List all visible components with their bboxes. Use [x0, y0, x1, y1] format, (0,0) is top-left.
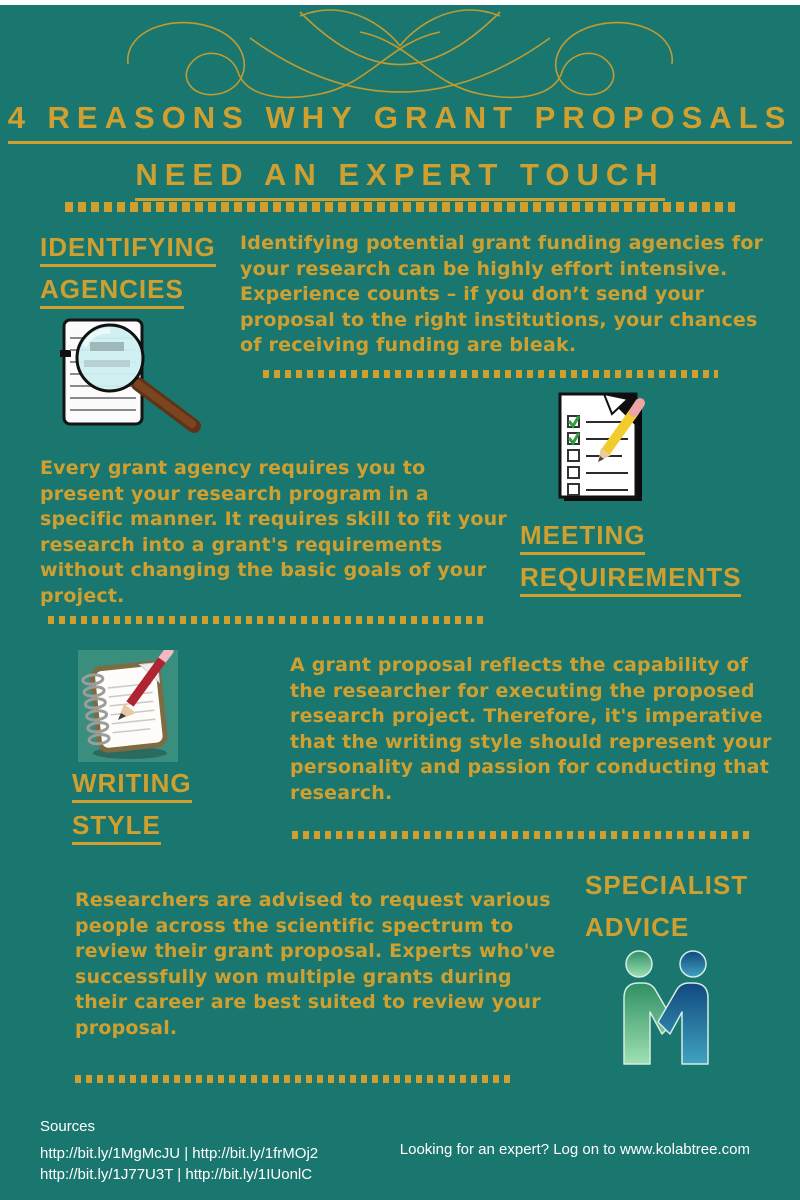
- source-url-line: http://bit.ly/1MgMcJU | http://bit.ly/1frMOj2: [40, 1145, 319, 1162]
- section-heading-specialist-advice: [585, 872, 748, 956]
- dotted-divider: [48, 616, 488, 624]
- section-heading-writing-style: [72, 770, 192, 854]
- dotted-divider: [75, 1075, 515, 1083]
- section-heading-meeting-requirements: [520, 522, 741, 606]
- heading-line: WRITING: [72, 770, 192, 803]
- footer-cta: Looking for an expert? Log on to www.kolabtree.com: [399, 1141, 750, 1158]
- section-heading-identifying-agencies: [40, 234, 216, 318]
- dotted-divider: [292, 831, 750, 839]
- heading-line: REQUIREMENTS: [520, 564, 741, 597]
- title-line-1: 4 REASONS WHY GRANT PROPOSALS: [8, 101, 793, 144]
- heading-line: SPECIALIST: [585, 870, 749, 900]
- section-body-specialist-advice: Researchers are advised to request various people across the scientific spectrum to review their grant proposal. Experts who've successfully won multiple grants during their career are best suited to review your proposal.: [75, 889, 556, 1039]
- heading-line: ADVICE: [585, 912, 690, 942]
- heading-line: STYLE: [72, 812, 161, 845]
- dotted-divider: [263, 370, 718, 378]
- dotted-divider: [65, 202, 735, 212]
- source-url-line: http://bit.ly/1J77U3T | http://bit.ly/1IUonlC: [40, 1166, 313, 1183]
- sources-label: Sources: [40, 1118, 96, 1135]
- document-magnifier-icon: [58, 316, 208, 446]
- heading-line: MEETING: [520, 522, 645, 555]
- calligraphic-flourish-icon: [110, 2, 690, 104]
- sources-block: [40, 1116, 318, 1185]
- section-body-identifying-agencies: Identifying potential grant funding agencies for your research can be highly effort intensive. Experience counts – if you don’t send your proposal to the right institutions, your chances of receiving funding are bleak.: [240, 232, 764, 356]
- section-body-meeting-requirements: Every grant agency requires you to present your research program in a specific manner. It requires skill to fit your research into a grant's requirements without changing the basic goals of your project.: [40, 457, 507, 607]
- page-title: [0, 101, 800, 215]
- notepad-pencil-icon: [78, 650, 178, 762]
- handshake-icon: [612, 948, 720, 1066]
- title-line-2: NEED AN EXPERT TOUCH: [135, 158, 664, 201]
- section-body-writing-style: A grant proposal reflects the capability of the researcher for executing the proposed research project. Therefore, it's imperative that the writing style should represent your personality and passion for conducting that research.: [290, 654, 772, 804]
- checklist-pencil-icon: [556, 390, 656, 508]
- heading-line: IDENTIFYING: [40, 234, 216, 267]
- heading-line: AGENCIES: [40, 276, 184, 309]
